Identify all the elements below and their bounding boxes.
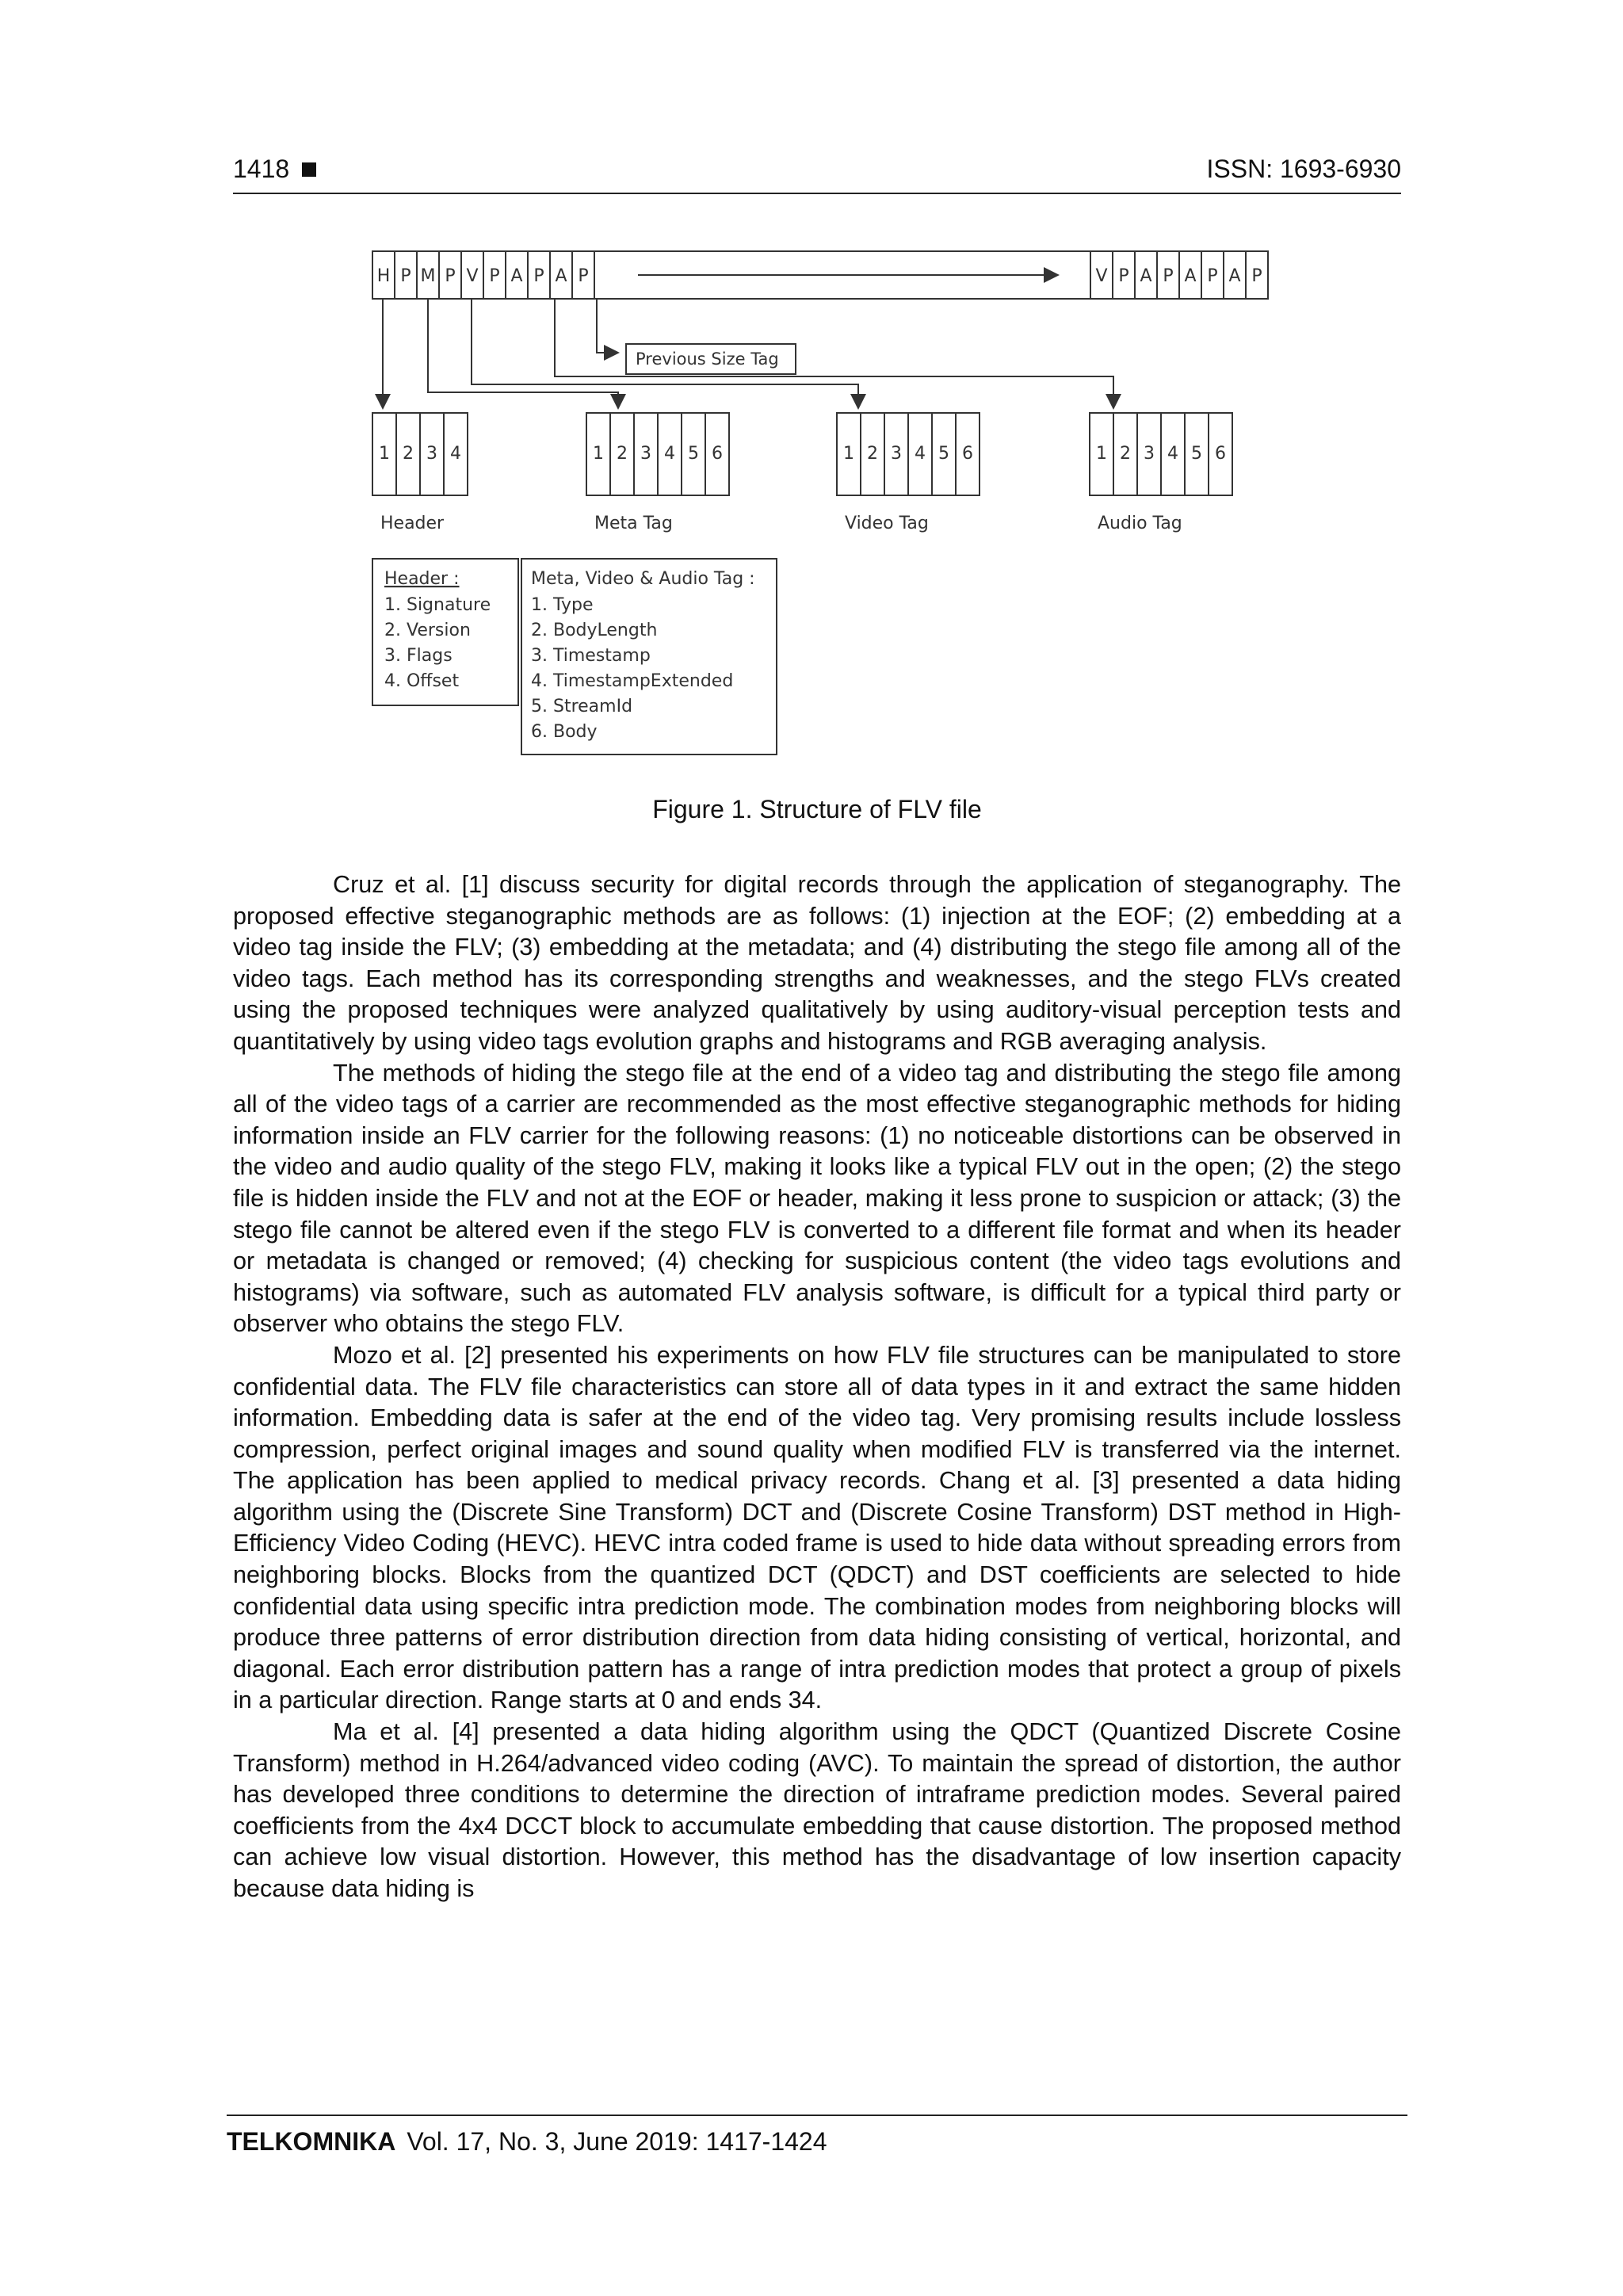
paragraph: Ma et al. [4] presented a data hiding algorithm using the QDCT (Quantized Discrete Cosine Transform) method in H.264/advanced video coding (AVC). To maintain the spread of distortion, the author has developed three conditions to determine the direction of intraframe prediction modes. Several paired coefficients from the 4x4 DCCT block to accumulate embedding that cause distortion. The proposed method can achieve low visual distortion. However, this method has the disadvantage of low insertion capacity because data hiding is: [233, 1718, 1401, 1902]
tag-field-number: 3: [640, 444, 651, 464]
tag-group-label: Meta Tag: [594, 514, 673, 533]
legend-header-title: Header :: [384, 569, 460, 589]
journal-name: TELKOMNIKA: [227, 2127, 396, 2156]
legend-tag-item: 5. StreamId: [531, 697, 633, 716]
tag-field-number: 6: [712, 444, 723, 464]
tag-field-number: 6: [962, 444, 973, 464]
body-text: [233, 869, 1401, 1905]
tag-group-meta-tag: [586, 413, 729, 533]
top-cell-label: H: [376, 266, 391, 286]
tag-field-number: 2: [403, 444, 414, 464]
top-cell-label: P: [533, 266, 544, 286]
tag-group-video-tag: [837, 413, 980, 533]
top-cell-label: M: [420, 266, 436, 286]
tag-field-number: 2: [617, 444, 628, 464]
flv-diagram: [365, 242, 1276, 765]
tag-group-audio-tag: [1090, 413, 1232, 533]
tag-field-number: 1: [1096, 444, 1107, 464]
tag-group-label: Header: [380, 514, 445, 533]
tag-field-number: 1: [843, 444, 854, 464]
legend-header-item: 4. Offset: [384, 671, 460, 691]
top-cell-label: P: [1163, 266, 1174, 286]
legend-header-item: 1. Signature: [384, 595, 491, 615]
legend-tag-item: 3. Timestamp: [531, 646, 651, 666]
figure-caption: Figure 1. Structure of FLV file: [652, 795, 982, 823]
tag-field-number: 5: [1191, 444, 1202, 464]
top-cell-label: P: [1118, 266, 1129, 286]
top-cell-label: A: [1184, 266, 1197, 286]
figure-flv-structure: [365, 242, 1276, 765]
paragraph: The methods of hiding the stego file at the end of a video tag and distributing the stego file among all of the video tags of a carrier are recommended as the most effective steganographic methods for hiding information inside an FLV carrier for the following reasons: (1) no noticeable distortions can be observed in the video and audio quality of the stego FLV, making it looks like a typical FLV out in the open; (2) the stego file is hidden inside the FLV and not at the EOF or header, making it less prone to suspicion or attack; (3) the stego file cannot be altered even if the stego FLV is converted to a different file format and when its header or metadata is changed or removed; (4) checking for suspicious content (the video tags evolutions and histograms) via software, such as automated FLV analysis software, is difficult for a typical third party or observer who obtains the stego FLV.: [233, 1059, 1401, 1338]
page-number: 1418: [233, 155, 316, 184]
square-bullet-icon: [302, 162, 316, 177]
legend-tag-item: 2. BodyLength: [531, 621, 658, 640]
tag-field-number: 2: [867, 444, 878, 464]
top-cell-label: P: [1251, 266, 1262, 286]
top-cell-label: P: [445, 266, 456, 286]
tag-field-number: 3: [891, 444, 902, 464]
paragraph: Cruz et al. [1] discuss security for digital records through the application of steganography. The proposed effective steganographic methods are as follows: (1) injection at the EOF; (2) embedding at a video tag inside the FLV; (3) embedding at the metadata; and (4) distributing the stego file among all of the video tags. Each method has its corresponding strengths and weaknesses, and the stego FLVs created using the proposed techniques were analyzed qualitatively by using auditory-visual perception tests and quantitatively by using video tags evolution graphs and histograms and RGB averaging analysis.: [233, 871, 1401, 1055]
legend-header-item: 2. Version: [384, 621, 471, 640]
top-cell-label: A: [510, 266, 523, 286]
page-footer: [227, 2115, 1407, 2157]
paragraph: Mozo et al. [2] presented his experiments on how FLV file structures can be manipulated to store confidential data. The FLV file characteristics can store all of data types in it and extract the same hidden information. Embedding data is safer at the end of the video tag. Very promising results include lossless compression, perfect original images and sound quality when modified FLV is transferred via the internet. The application has been applied to medical privacy records. Chang et al. [3] presented a data hiding algorithm using the (Discrete Sine Transform) DCT and (Discrete Cosine Transform) DST method in High-Efficiency Video Coding (HEVC). HEVC intra coded frame is used to hide data without spreading errors from neighboring blocks. Blocks from the quantized DCT (QDCT) and DST coefficients are selected to hide confidential data using specific intra prediction mode. The combination modes from neighboring blocks will produce three patterns of error distribution direction from data hiding consisting of vertical, horizontal, and diagonal. Each error distribution pattern has a range of intra prediction modes that protect a group of pixels in a particular direction. Range starts at 0 and ends 34.: [233, 1341, 1401, 1714]
page-header: [233, 155, 1401, 194]
connector-meta: [428, 299, 618, 408]
tag-group-label: Video Tag: [845, 514, 929, 533]
previous-size-connector: [597, 299, 618, 353]
legend-tag-item: 1. Type: [531, 595, 594, 615]
top-cell-label: A: [1140, 266, 1152, 286]
tag-group-label: Audio Tag: [1098, 514, 1182, 533]
top-cell-label: P: [489, 266, 500, 286]
tag-field-number: 3: [426, 444, 437, 464]
issn: ISSN: 1693-6930: [1206, 155, 1401, 183]
top-cell-label: V: [466, 266, 479, 286]
tag-field-number: 6: [1215, 444, 1226, 464]
tag-field-number: 5: [688, 444, 699, 464]
tag-field-number: 3: [1144, 444, 1155, 464]
legend-header-item: 3. Flags: [384, 646, 453, 666]
tag-field-number: 5: [938, 444, 949, 464]
tag-field-number: 1: [593, 444, 604, 464]
top-cell-label: P: [578, 266, 589, 286]
legend-tag-title: Meta, Video & Audio Tag :: [531, 569, 755, 589]
journal-citation: Vol. 17, No. 3, June 2019: 1417-1424: [407, 2127, 827, 2156]
top-cell-label: V: [1095, 266, 1108, 286]
tag-field-number: 4: [664, 444, 675, 464]
tag-field-number: 4: [1167, 444, 1178, 464]
top-cell-label: A: [1228, 266, 1241, 286]
tag-field-number: 1: [379, 444, 390, 464]
tag-field-number: 4: [915, 444, 926, 464]
top-cell-label: A: [555, 266, 567, 286]
tag-field-number: 4: [450, 444, 461, 464]
legend-tag-item: 4. TimestampExtended: [531, 671, 734, 691]
previous-size-tag-label: Previous Size Tag: [636, 350, 779, 369]
tag-field-number: 2: [1120, 444, 1131, 464]
top-cell-label: P: [1207, 266, 1218, 286]
top-cell-label: P: [400, 266, 411, 286]
tag-group-header: [372, 413, 468, 533]
legend-tag-item: 6. Body: [531, 722, 598, 742]
